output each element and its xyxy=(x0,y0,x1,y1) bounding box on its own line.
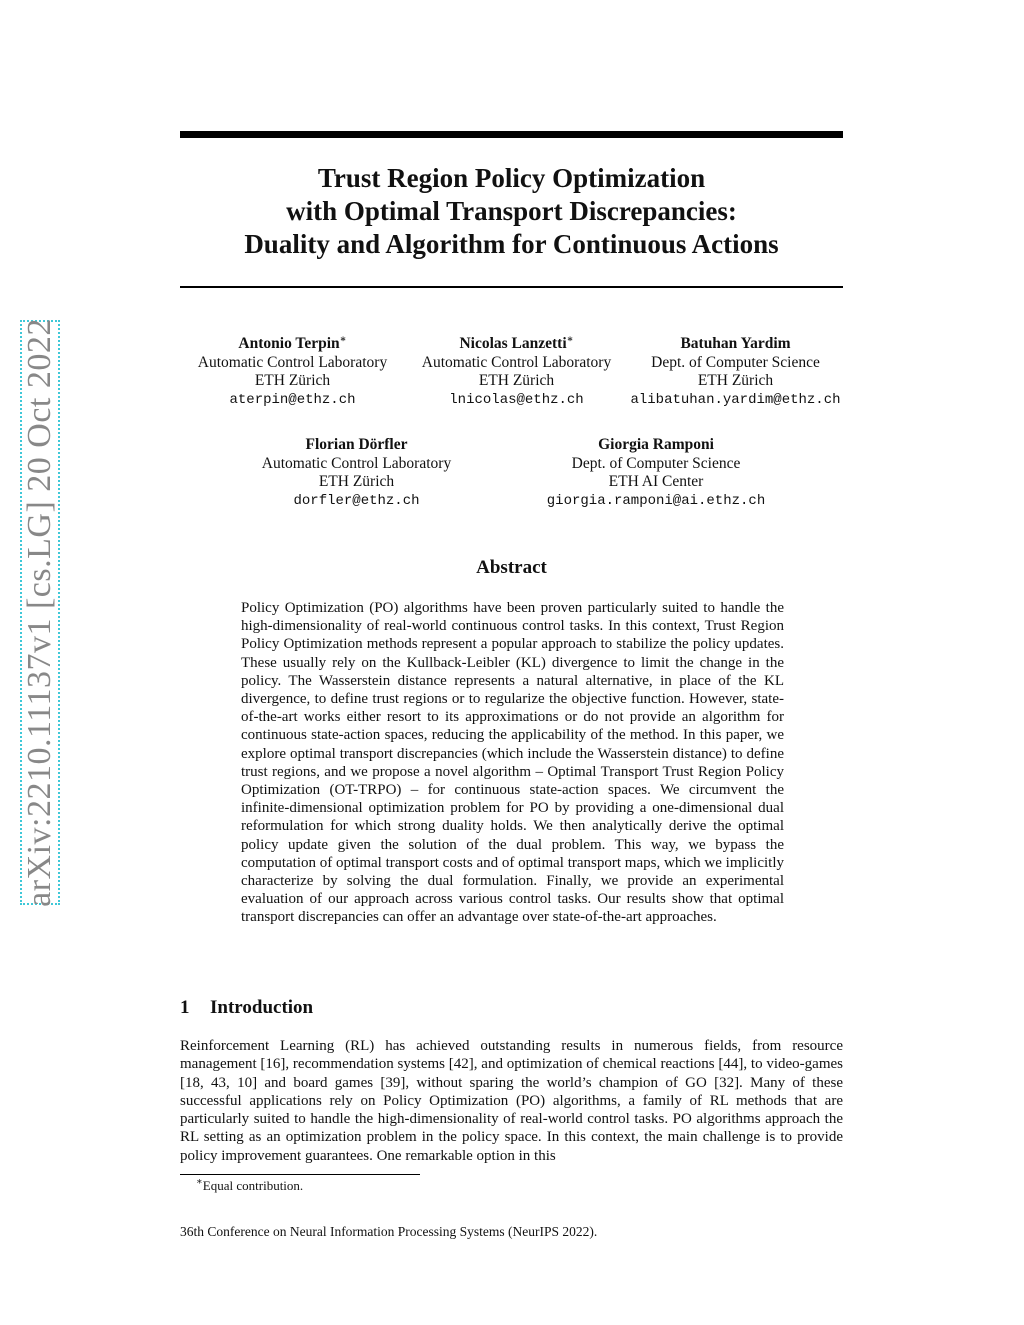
arxiv-stamp: arXiv:2210.11137v1 [cs.LG] 20 Oct 2022 xyxy=(21,318,58,907)
author-block xyxy=(244,436,469,510)
author-institution: ETH Zürich xyxy=(478,372,555,389)
author-institution: ETH Zürich xyxy=(254,372,331,389)
conference-note: 36th Conference on Neural Information Processing Systems (NeurIPS 2022). xyxy=(180,1224,598,1239)
author-block xyxy=(530,436,782,510)
author-name: Batuhan Yardim xyxy=(680,335,791,352)
author-email[interactable]: aterpin@ethz.ch xyxy=(229,391,356,408)
author-affiliation: Automatic Control Laboratory xyxy=(197,353,388,371)
author-affiliation: Dept. of Computer Science xyxy=(651,353,820,371)
section-title: Introduction xyxy=(210,997,314,1018)
author-institution: ETH Zürich xyxy=(697,372,774,389)
author-name: Giorgia Ramponi xyxy=(598,436,714,453)
author-name: Nicolas Lanzetti∗ xyxy=(459,333,574,352)
author-email[interactable]: lnicolas@ethz.ch xyxy=(449,391,584,408)
abstract-heading: Abstract xyxy=(476,557,547,578)
section-number: 1 xyxy=(180,997,190,1018)
footnote xyxy=(196,1178,303,1194)
author-block xyxy=(404,335,629,409)
author-email[interactable]: alibatuhan.yardim@ethz.ch xyxy=(630,391,841,408)
title-line: with Optimal Transport Discrepancies: xyxy=(286,196,737,226)
author-block xyxy=(180,335,405,409)
section-heading xyxy=(180,997,313,1019)
footnote-text: Equal contribution. xyxy=(202,1178,304,1193)
author-affiliation: Automatic Control Laboratory xyxy=(421,353,612,371)
paper-title xyxy=(180,162,843,261)
author-name: Antonio Terpin∗ xyxy=(238,333,347,352)
footnote-rule xyxy=(180,1174,420,1175)
author-email[interactable]: giorgia.ramponi@ai.ethz.ch xyxy=(546,492,766,509)
author-affiliation: Dept. of Computer Science xyxy=(571,454,741,472)
title-top-rule xyxy=(180,131,843,138)
author-institution: ETH AI Center xyxy=(608,473,704,490)
footnote-mark: ∗ xyxy=(196,1176,203,1188)
title-line: Trust Region Policy Optimization xyxy=(317,163,706,193)
author-name: Florian Dörfler xyxy=(305,436,408,453)
arxiv-stamp-container xyxy=(20,320,60,905)
abstract-body: Policy Optimization (PO) algorithms have been proven particularly suited to handle the high-dimensionality of real-world continuous control tasks. In this context, Trust Region Policy Optimization methods represent a popular approach to stabilize the policy updates. These usually rely on the Kullback-Leibler (KL) divergence to limit the change in the policy. The Wasserstein distance represents a natural alternative, in place of the KL divergence, to define trust regions or to regularize the objective function. However, state-of-the-art works either resort to its approximations or do not provide an algorithm for continuous state-action spaces, reducing the applicability of the method. In this paper, we explore optimal transport discrepancies (which include the Wasserstein distance) to define trust regions, and we propose a novel algorithm – Optimal Transport Trust Region Policy Optimization (OT-TRPO) – for continuous state-action spaces. We circumvent the infinite-dimensional optimization problem for PO by providing a one-dimensional dual reformulation for which strong duality holds. We then analytically derive the optimal policy update given the solution of the dual problem. This way, we bypass the computation of optimal transport costs and of optimal transport maps, which we implicitly characterize by solving the dual formulation. Finally, we provide an experimental evaluation of our approach across various control tasks. Our results show that optimal transport discrepancies can offer an advantage over state-of-the-art approaches. xyxy=(241,600,784,926)
author-institution: ETH Zürich xyxy=(318,473,395,490)
intro-paragraph: Reinforcement Learning (RL) has achieved outstanding results in numerous fields, from resource management [16], recommendation systems [42], and optimization of chemical reactions [44], to video-games [18, 43, 10] and board games [39], without sparing the world’s champion of GO [32]. Many of these successful applications rely on Policy Optimization (PO) algorithms, a family of RL methods that are particularly suited to handle the high-dimensionality of real-world control tasks. PO algorithms approach the RL setting as an optimization problem in the policy space. In this context, the main challenge is to provide policy improvement guarantees. One remarkable option in this xyxy=(180,1038,843,1164)
author-affiliation: Automatic Control Laboratory xyxy=(261,454,452,472)
author-block xyxy=(608,335,863,409)
author-email[interactable]: dorfler@ethz.ch xyxy=(293,492,420,509)
title-bottom-rule xyxy=(180,286,843,288)
title-line: Duality and Algorithm for Continuous Actions xyxy=(244,229,779,259)
